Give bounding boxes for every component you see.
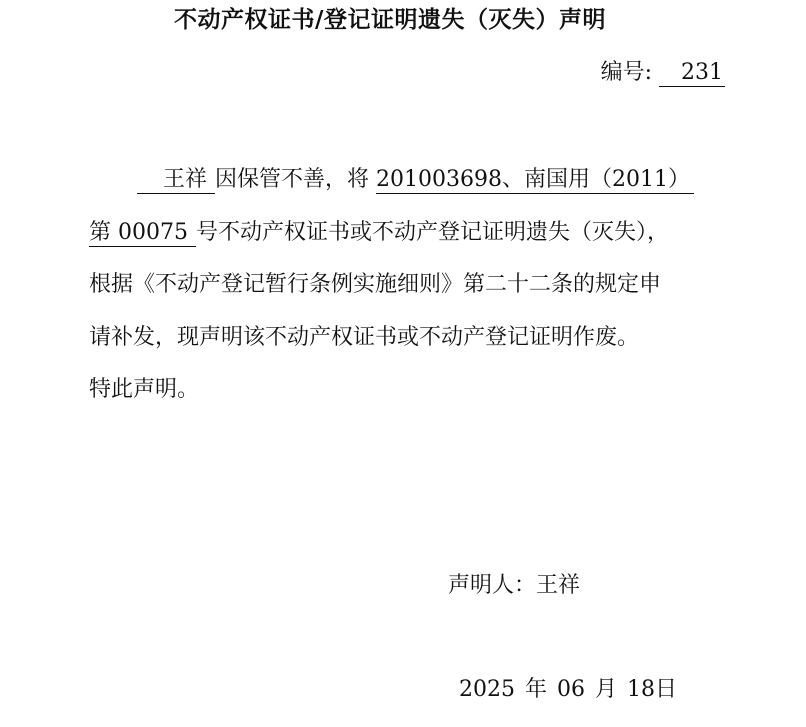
declarant-name-field: 王祥: [137, 167, 215, 194]
signature-name: 王祥: [536, 573, 581, 598]
date-day-unit: 日: [655, 677, 678, 702]
document-number: [601, 58, 725, 88]
statement-line-1-text: 因保管不善，将: [215, 167, 370, 192]
date-month-unit: 月: [595, 677, 618, 702]
certificate-number-part-1: 201003698、南国用（2011）: [376, 167, 694, 194]
date-day: 18: [627, 677, 656, 702]
date-year: 2025: [459, 677, 515, 702]
certificate-number-part-2: 第 00075: [89, 220, 196, 247]
document-number-value: 231: [659, 60, 725, 87]
statement-line-1: [89, 154, 739, 207]
signature-block: [448, 568, 580, 604]
statement-line-5: 特此声明。: [89, 377, 200, 402]
statement-body: [89, 154, 739, 417]
document-number-label: 编号:: [600, 60, 652, 85]
declaration-date: [459, 672, 677, 708]
signature-label: 声明人：: [448, 573, 537, 598]
statement-line-2: [89, 207, 739, 260]
statement-line-2-text: 号不动产权证书或不动产登记证明遗失（灭失），: [195, 219, 669, 245]
statement-line-4: 请补发，现声明该不动产权证书或不动产登记证明作废。: [89, 324, 640, 350]
document-title: 不动产权证书/登记证明遗失（灭失）声明: [174, 7, 606, 33]
statement-line-3: 根据《不动产登记暂行条例实施细则》第二十二条的规定申: [89, 272, 662, 297]
date-year-unit: 年: [525, 677, 548, 702]
date-month: 06: [557, 677, 586, 702]
